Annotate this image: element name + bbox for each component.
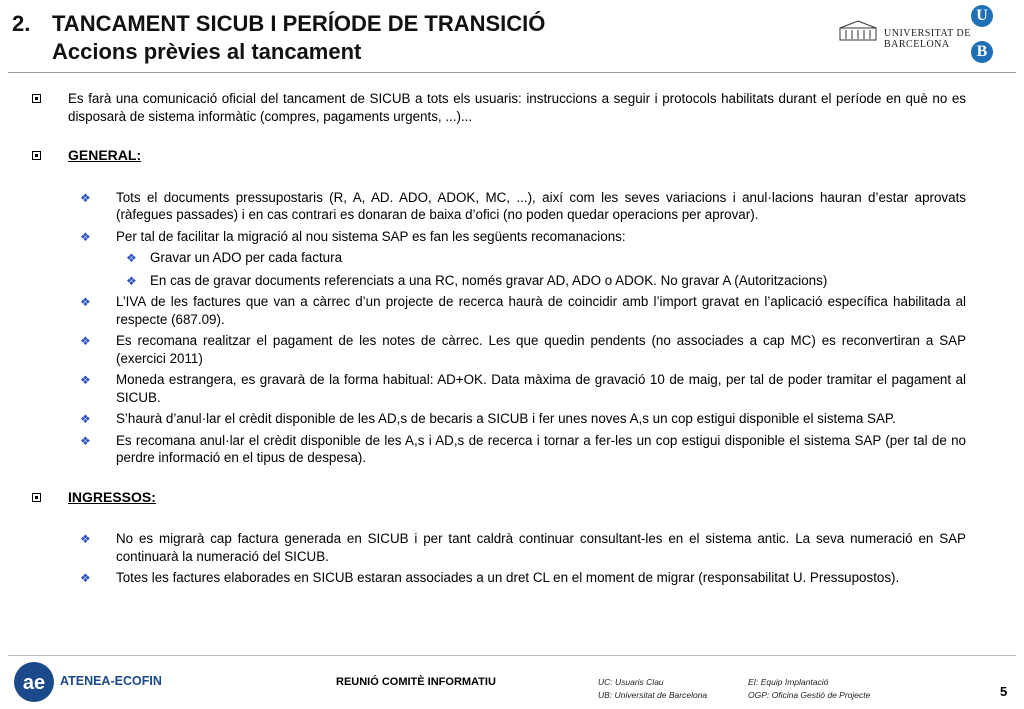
atenea-brand-text: ATENEA-ECOFIN (60, 674, 162, 688)
general-heading: GENERAL: (30, 147, 966, 165)
diamond-bullet-icon: ❖ (80, 295, 91, 309)
section-number: 2. (12, 11, 31, 36)
list-item: ❖ Es recomana realitzar el pagament de les notes de càrrec. Les que quedin pendents (no associades a cap MC) es reconvertiran a SAP (exercici 2011) (80, 333, 966, 366)
university-logo (838, 2, 1018, 66)
legend-ub: UB: Universitat de Barcelona (598, 690, 708, 700)
diamond-bullet-icon: ❖ (80, 571, 91, 585)
sub-list-item: ❖ En cas de gravar documents referenciats a una RC, només gravar AD, ADO o ADOK. No gravar A (Autoritzacions) (126, 272, 828, 288)
svg-text:ae: ae (22, 672, 46, 694)
ingressos-heading: INGRESSOS: (30, 489, 966, 507)
page-number: 5 (1000, 684, 1008, 699)
building-icon (838, 20, 878, 42)
checkbox-bullet-icon (32, 151, 41, 160)
legend-left (598, 676, 707, 702)
ub-b-emblem: B (971, 41, 993, 63)
legend-ei: EI: Equip Implantació (748, 677, 829, 687)
list-item: ❖ Totes les factures elaborades en SICUB estaran associades a un dret CL en el moment de migrar (responsabilitat U. Pressupostos). (80, 570, 900, 585)
diamond-bullet-icon: ❖ (126, 273, 137, 288)
diamond-bullet-icon: ❖ (80, 532, 91, 546)
legend-ogp: OGP: Oficina Gestió de Projecte (748, 690, 871, 700)
intro-paragraph: Es farà una comunicació oficial del tancament de SICUB a tots els usuaris: instruccions a seguir i protocols habilitats durant el període en què no es disposarà de sistema informàtic (compres, pagaments urgents, ...)... (30, 90, 966, 125)
footer-divider (8, 655, 1016, 656)
diamond-bullet-icon: ❖ (80, 412, 91, 426)
diamond-bullet-icon: ❖ (80, 373, 91, 387)
legend-right (748, 676, 870, 702)
ub-u-emblem: U (971, 5, 993, 27)
diamond-bullet-icon: ❖ (80, 190, 91, 205)
list-item: ❖ Per tal de facilitar la migració al nou sistema SAP es fan les següents recomanacions: (80, 228, 626, 244)
sub-list-item: ❖ Gravar un ADO per cada factura (126, 250, 343, 265)
subtitle: Accions prèvies al tancament (52, 39, 362, 64)
atenea-ae-icon (12, 660, 56, 704)
list-item: ❖ Moneda estrangera, es gravarà de la forma habitual: AD+OK. Data màxima de gravació 10 de maig, per tal de poder tramitar el pagament al SICUB. (80, 372, 966, 405)
diamond-bullet-icon: ❖ (80, 433, 91, 448)
diamond-bullet-icon: ❖ (126, 251, 137, 265)
checkbox-bullet-icon (32, 493, 41, 502)
list-item: ❖ Tots el documents pressupostaris (R, A, AD. ADO, ADOK, MC, ...), així com les seves variacions i anul·lacions hauran d’estar aprovats (ràfegues passades) i en cas contrari es donaran de baixa d’ofici (no poden quedar operacions per aprovar). (80, 189, 966, 222)
diamond-bullet-icon: ❖ (80, 229, 91, 244)
list-item: ❖ No es migrarà cap factura generada en SICUB i per tant caldrà continuar consultant-les en el sistema antic. La seva numeració en SAP continuarà la numeració del SICUB. (80, 531, 966, 564)
title-text: TANCAMENT SICUB I PERÍODE DE TRANSICIÓ (52, 11, 546, 36)
list-item: ❖ L’IVA de les factures que van a càrrec d’un projecte de recerca haurà de coincidir amb l’import gravat en l’aplicació específica habilitada al respecte (687.09). (80, 294, 966, 327)
list-item: ❖ Es recomana anul·lar el crèdit disponible de les A,s i AD,s de recerca i tornar a fer-les un cop estigui disponible el sistema SAP (per tal de no perdre informació en el tipus de despesa). (80, 432, 966, 465)
slide-title (12, 10, 545, 66)
meeting-title: REUNIÓ COMITÈ INFORMATIU (336, 676, 496, 688)
title-divider (8, 72, 1016, 73)
checkbox-bullet-icon (32, 94, 41, 103)
university-name: UNIVERSITAT DE BARCELONA (884, 28, 971, 50)
legend-uc: UC: Usuaris Clau (598, 677, 664, 687)
list-item: ❖ S’haurà d’anul·lar el crèdit disponible de les AD,s de becaris a SICUB i fer unes noves A,s un cop estigui disponible el sistema SAP. (80, 411, 896, 426)
diamond-bullet-icon: ❖ (80, 334, 91, 348)
atenea-logo (12, 660, 182, 704)
slide-body (30, 90, 966, 587)
